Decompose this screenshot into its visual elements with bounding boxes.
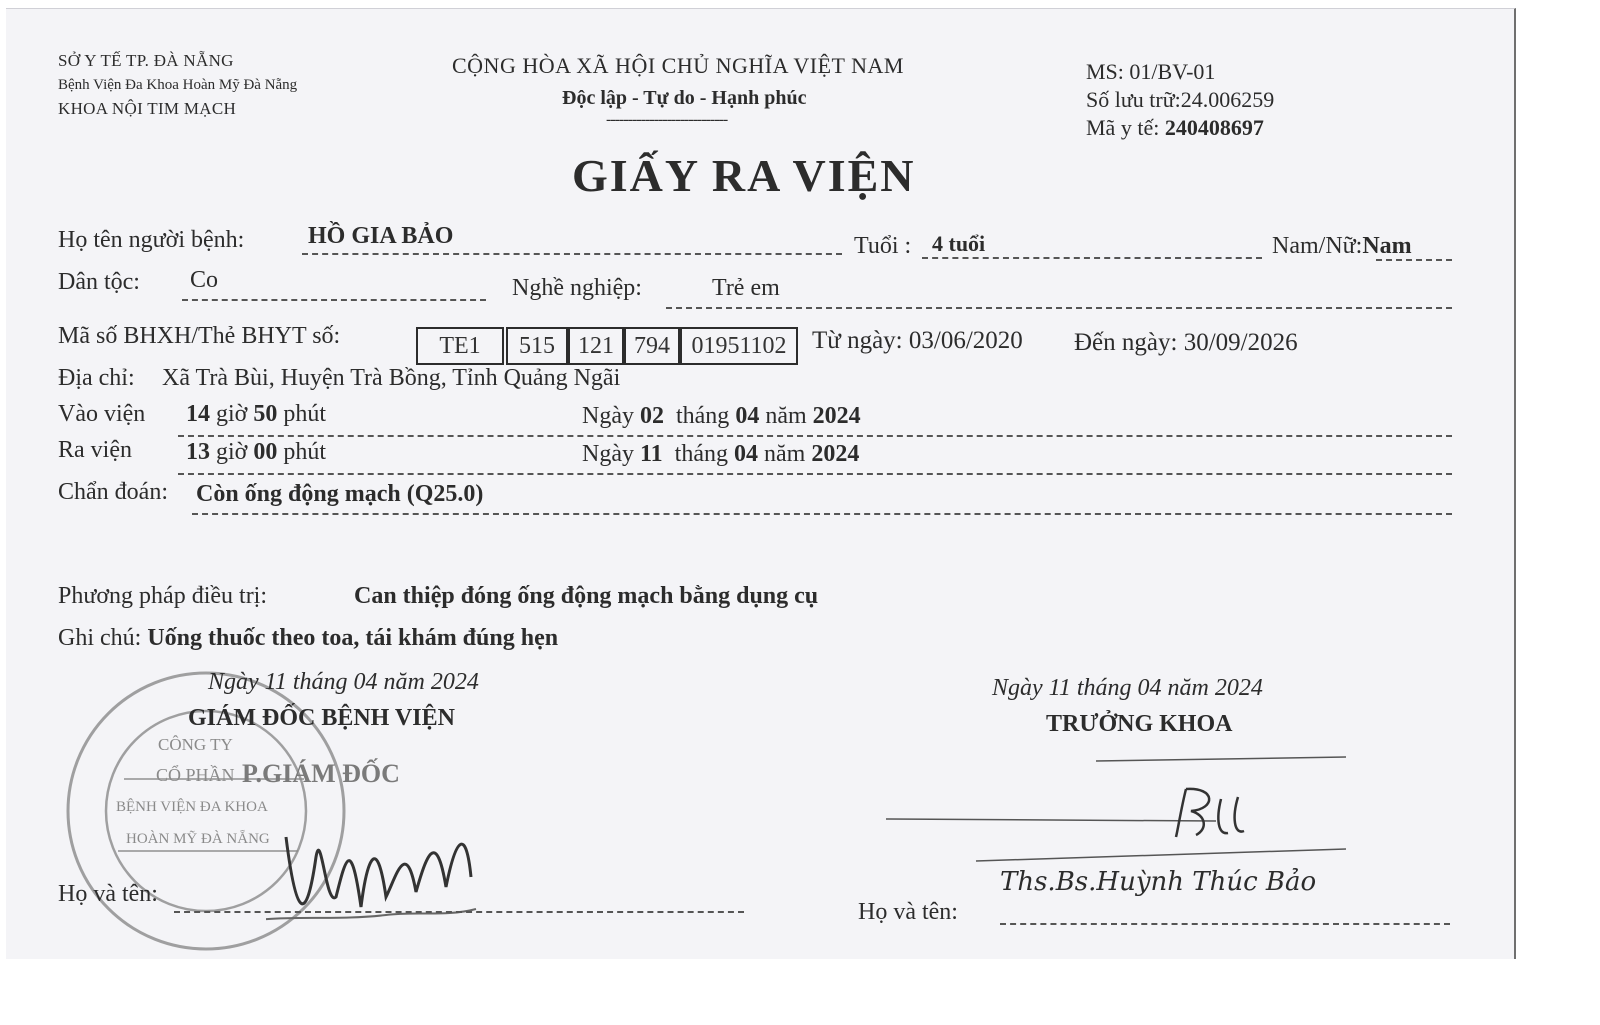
discharge-day: 11 xyxy=(639,441,663,467)
discharge-time xyxy=(186,439,326,466)
discharge-year: 2024 xyxy=(811,441,860,467)
treatment-label: Phương pháp điều trị: xyxy=(58,583,268,609)
from-value: 03/06/2020 xyxy=(908,327,1023,354)
address-label: Địa chỉ: xyxy=(58,365,135,391)
dotted-line xyxy=(182,299,486,301)
header-department: SỞ Y TẾ TP. ĐÀ NẴNG xyxy=(58,51,234,70)
insurance-box: 515 xyxy=(506,327,568,365)
ethnicity-label: Dân tộc: xyxy=(58,269,140,295)
sex-label xyxy=(1272,233,1412,260)
day-label: Ngày xyxy=(582,403,634,429)
dotted-line xyxy=(922,257,1262,259)
to-label: Đến ngày: xyxy=(1074,329,1178,356)
admission-day: 02 xyxy=(639,403,664,429)
sex-label-text: Nam/Nữ: xyxy=(1272,233,1363,259)
from-label: Từ ngày: xyxy=(812,327,903,354)
insurance-box: 794 xyxy=(624,327,680,365)
hour-unit: giờ xyxy=(216,401,248,427)
left-sign-date: Ngày 11 tháng 04 năm 2024 xyxy=(208,669,479,695)
discharge-paper xyxy=(6,8,1516,959)
director-signature xyxy=(266,797,496,947)
dotted-line xyxy=(192,513,1452,515)
year-label: năm xyxy=(765,403,807,429)
stamp-overlay: P.GIÁM ĐỐC xyxy=(242,759,400,788)
header-separator: ---------------------------- xyxy=(606,111,728,128)
stamp-line-4: HOÀN MỸ ĐÀ NẴNG xyxy=(126,831,270,847)
insurance-box: 01951102 xyxy=(680,327,798,365)
admission-year: 2024 xyxy=(812,403,861,429)
insurance-box: TE1 xyxy=(416,327,504,365)
right-sign-title: TRƯỞNG KHOA xyxy=(1046,711,1233,737)
insurance-label: Mã số BHXH/Thẻ BHYT số: xyxy=(58,323,341,349)
discharge-date xyxy=(582,441,859,468)
header-hospital: Bệnh Viện Đa Khoa Hoàn Mỹ Đà Nẵng xyxy=(58,77,298,93)
right-name-label: Họ và tên: xyxy=(858,899,958,925)
ethnicity-value: Co xyxy=(190,267,219,293)
to-value: 30/09/2026 xyxy=(1183,329,1298,356)
job-label: Nghề nghiệp: xyxy=(512,275,642,301)
diagnosis-label: Chẩn đoán: xyxy=(58,479,168,505)
patient-name-label: Họ tên người bệnh: xyxy=(58,227,245,253)
treatment-value: Can thiệp đóng ống động mạch bằng dụng cụ xyxy=(354,583,819,609)
day-label: Ngày xyxy=(582,441,634,467)
stamp-line-3: BỆNH VIỆN ĐA KHOA xyxy=(116,799,268,815)
national-motto: Độc lập - Tự do - Hạnh phúc xyxy=(562,87,807,109)
medical-id xyxy=(1086,115,1264,141)
right-signer-name: Ths.Bs.Huỳnh Thúc Bảo xyxy=(1000,867,1317,897)
department-head-signature xyxy=(886,749,1366,879)
sex-value: Nam xyxy=(1362,233,1412,259)
dotted-line xyxy=(178,435,1452,437)
stamp-line-2: CỔ PHẦN xyxy=(156,765,235,785)
note-label-text: Ghi chú: xyxy=(58,625,142,651)
discharge-minute: 00 xyxy=(253,439,278,465)
address-value: Xã Trà Bùi, Huyện Trà Bồng, Tỉnh Quảng Ngãi xyxy=(162,365,621,391)
note-value: Uống thuốc theo toa, tái khám đúng hẹn xyxy=(147,625,559,651)
dotted-line xyxy=(302,253,842,255)
insurance-to xyxy=(1074,329,1298,357)
insurance-from xyxy=(812,327,1023,355)
discharge-hour: 13 xyxy=(186,439,210,465)
minute-unit: phút xyxy=(283,401,327,427)
dotted-line xyxy=(174,911,744,913)
diagnosis-value: Còn ống động mạch (Q25.0) xyxy=(196,481,484,507)
dotted-line xyxy=(178,473,1452,475)
discharge-month: 04 xyxy=(734,441,758,467)
medical-id-label: Mã y tế: xyxy=(1086,115,1160,140)
form-code: MS: 01/BV-01 xyxy=(1086,59,1216,84)
left-sign-title: GIÁM ĐỐC BỆNH VIỆN xyxy=(188,705,455,731)
month-label: tháng xyxy=(674,441,728,467)
month-label: tháng xyxy=(675,403,730,429)
dotted-line xyxy=(1000,923,1450,925)
admission-date xyxy=(582,403,861,430)
admission-minute: 50 xyxy=(253,401,278,427)
header-ward: KHOA NỘI TIM MẠCH xyxy=(58,99,237,118)
age-value: 4 tuổi xyxy=(932,231,986,256)
dotted-line xyxy=(1376,259,1452,261)
national-title: CỘNG HÒA XÃ HỘI CHỦ NGHĨA VIỆT NAM xyxy=(452,53,904,78)
right-sign-date: Ngày 11 tháng 04 năm 2024 xyxy=(992,675,1263,701)
age-label: Tuổi : xyxy=(854,233,912,259)
insurance-box: 121 xyxy=(568,327,624,365)
left-name-label: Họ và tên: xyxy=(58,881,158,907)
job-value: Trẻ em xyxy=(712,275,780,301)
admission-month: 04 xyxy=(735,403,760,429)
hour-unit: giờ xyxy=(216,439,248,465)
admission-time xyxy=(186,401,326,428)
archive-number: Số lưu trữ:24.006259 xyxy=(1086,87,1275,112)
year-label: năm xyxy=(764,441,806,467)
note-label xyxy=(58,625,558,652)
minute-unit: phút xyxy=(283,439,327,465)
dotted-line xyxy=(666,307,1452,309)
patient-name-value: HỒ GIA BẢO xyxy=(308,223,454,249)
medical-id-value: 240408697 xyxy=(1164,115,1264,140)
document-title: GIẤY RA VIỆN xyxy=(572,150,916,201)
stamp-line-1: CÔNG TY xyxy=(158,735,233,754)
admission-hour: 14 xyxy=(186,401,210,427)
admission-label: Vào viện xyxy=(58,401,146,427)
discharge-label: Ra viện xyxy=(58,437,132,463)
